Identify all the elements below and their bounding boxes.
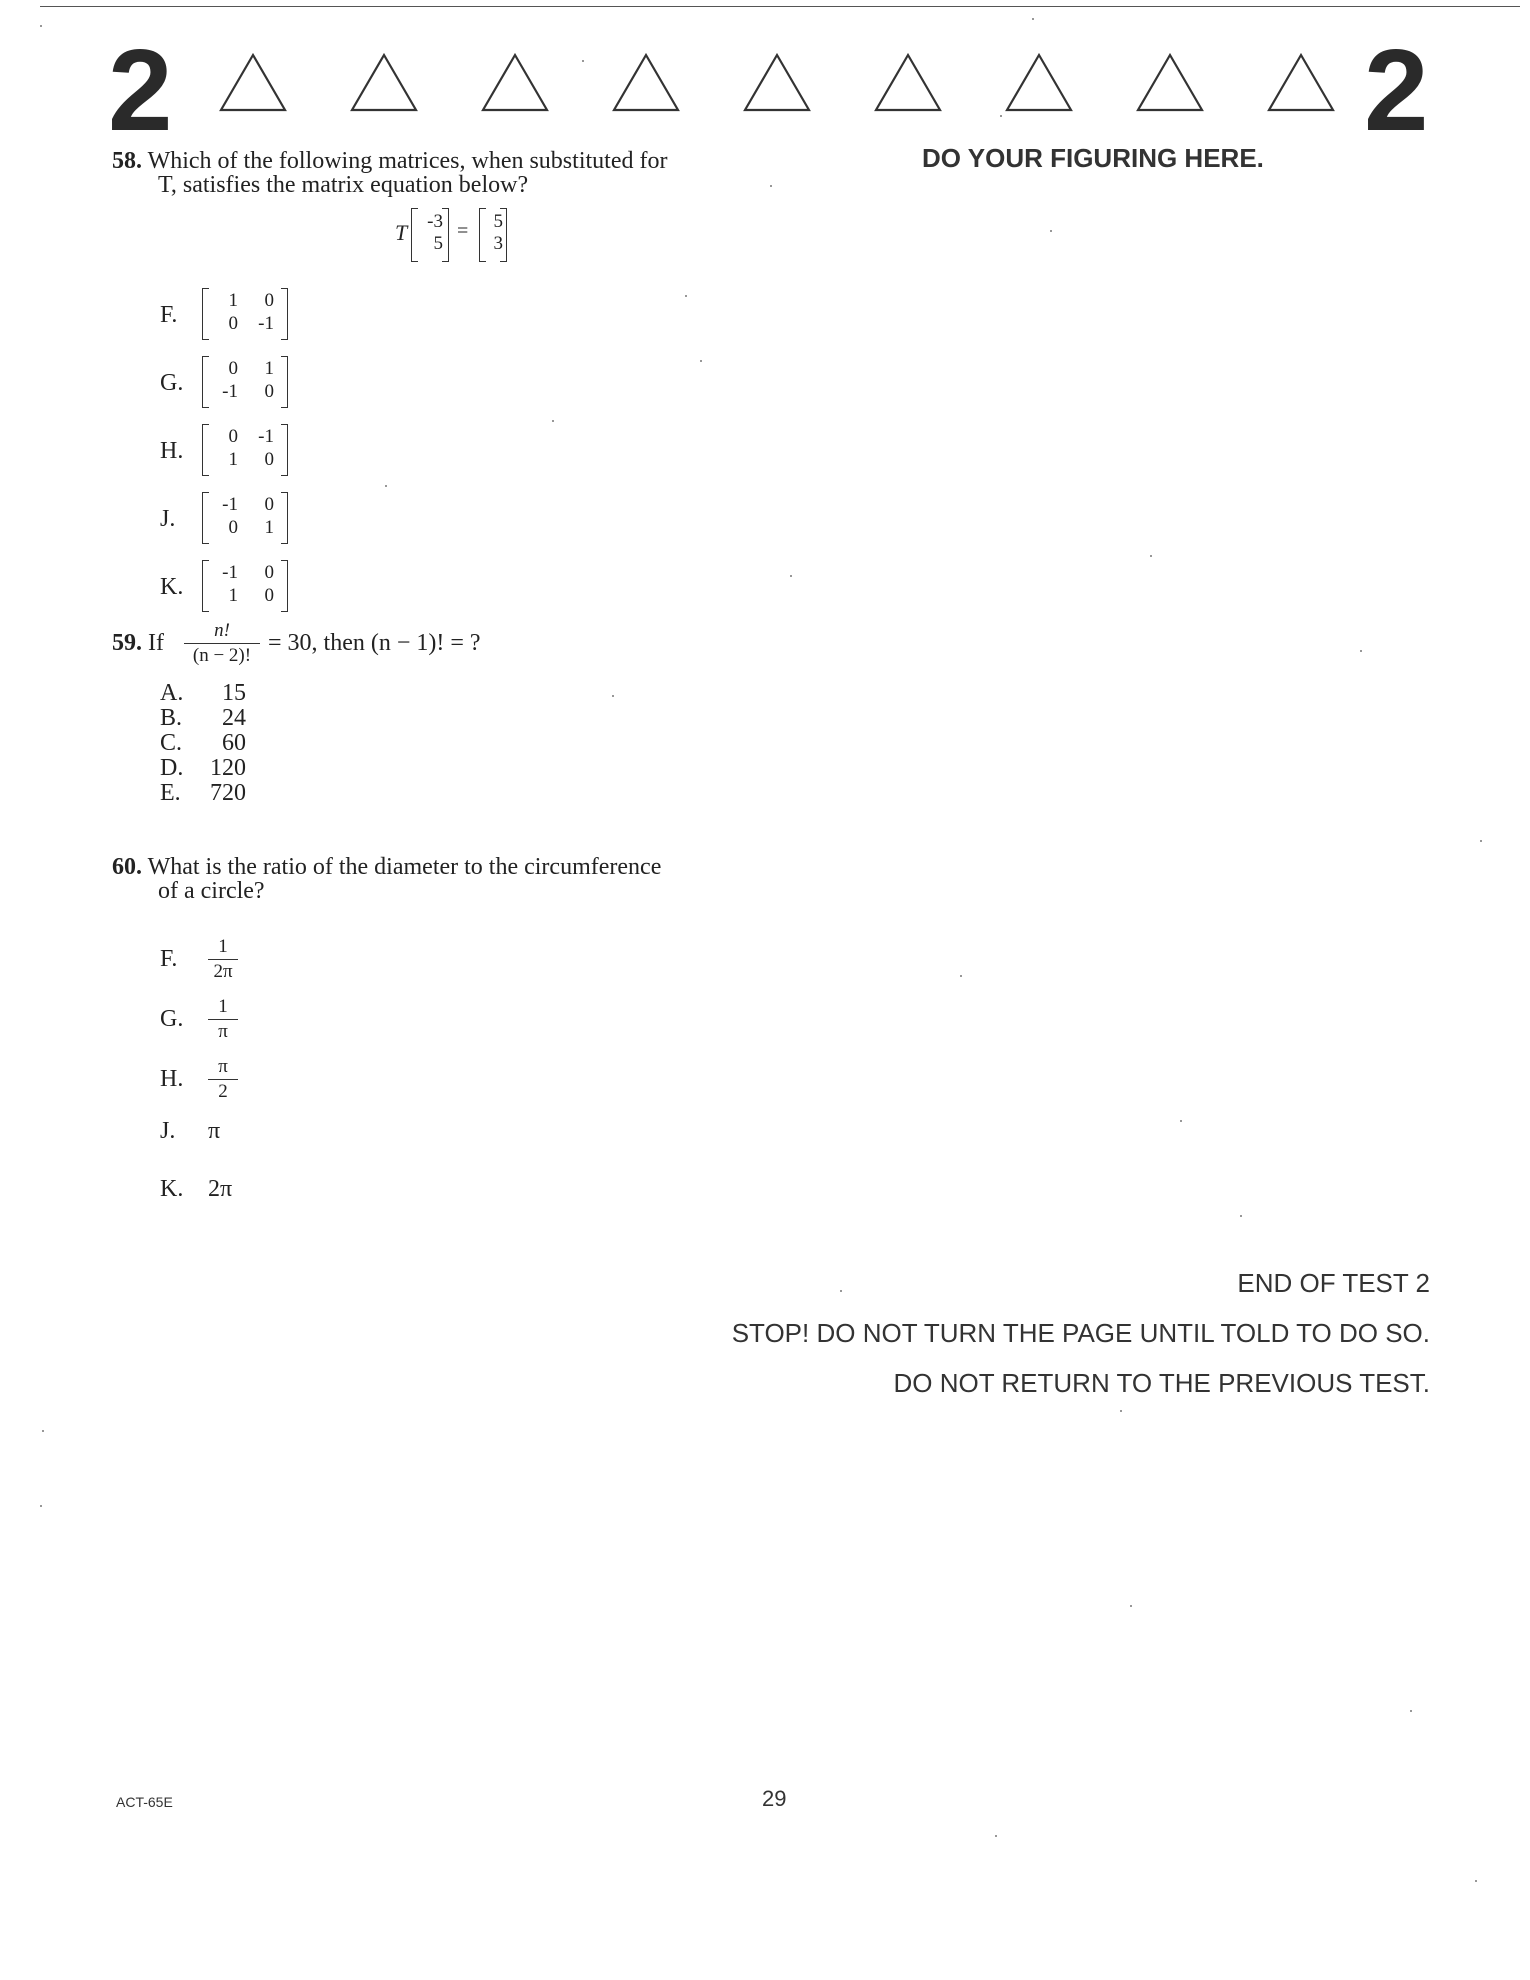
q60-number: 60. bbox=[112, 854, 142, 880]
scan-speck bbox=[40, 25, 42, 27]
q58-matrix-cell: 0 bbox=[264, 449, 274, 470]
header-triangle-icon bbox=[349, 52, 419, 114]
page-number: 29 bbox=[762, 1786, 787, 1811]
scan-speck bbox=[552, 420, 554, 422]
header-triangle-icon bbox=[611, 52, 681, 114]
header-triangle-icon bbox=[1135, 52, 1205, 114]
q58-matrix-cell: 0 bbox=[228, 358, 238, 379]
q58-matrix-cell: 0 bbox=[264, 381, 274, 402]
q58-eq-var: T bbox=[395, 220, 408, 245]
q60-option-letter: K. bbox=[160, 1176, 184, 1202]
q58-matrix-cell: 0 bbox=[264, 494, 274, 515]
q60-frac-num: π bbox=[218, 1056, 228, 1077]
q58-matrix-cell: 0 bbox=[264, 290, 274, 311]
footer-code: ACT-65E bbox=[116, 1794, 173, 1810]
q58-eq-left-bottom: 5 bbox=[433, 233, 443, 254]
q58-line1 bbox=[112, 148, 667, 174]
q58-matrix-cell: 1 bbox=[264, 517, 274, 538]
q58-matrix-cell: 0 bbox=[228, 313, 238, 334]
q59-option-value: 720 bbox=[210, 780, 246, 806]
q60-option-fraction bbox=[208, 1056, 238, 1103]
q58-option-matrix bbox=[202, 492, 288, 542]
q58-eq-left-top: -3 bbox=[427, 211, 443, 232]
scan-speck bbox=[1120, 1410, 1122, 1412]
q60-option-letter: F. bbox=[160, 946, 178, 972]
q59-option-letter: B. bbox=[160, 705, 183, 731]
q59-frac-num: n! bbox=[214, 620, 230, 641]
scan-speck bbox=[1032, 18, 1034, 20]
scan-speck bbox=[582, 60, 584, 62]
q60-line1 bbox=[112, 854, 661, 880]
scan-speck bbox=[42, 1430, 44, 1432]
q60-option-letter: G. bbox=[160, 1006, 184, 1032]
q58-option-letter: K. bbox=[160, 574, 184, 600]
q58-eq-equals: = bbox=[457, 220, 469, 242]
q59-if: If bbox=[148, 630, 164, 656]
scan-speck bbox=[1050, 230, 1052, 232]
q59-option-value: 60 bbox=[222, 730, 246, 756]
q58-matrix-cell: 1 bbox=[228, 290, 238, 311]
scan-speck bbox=[995, 1835, 997, 1837]
q59-option-value: 15 bbox=[222, 680, 246, 706]
q60-option-fraction bbox=[208, 936, 238, 983]
end-line-1: END OF TEST 2 bbox=[1237, 1268, 1430, 1298]
q60-text-1: What is the ratio of the diameter to the circumference bbox=[147, 854, 662, 880]
scan-speck bbox=[770, 185, 772, 187]
q58-matrix-cell: -1 bbox=[258, 426, 274, 447]
q59-rest: = 30, then (n − 1)! = ? bbox=[268, 630, 481, 656]
q58-eq-right-vector bbox=[479, 208, 507, 260]
q58-matrix-cell: -1 bbox=[222, 381, 238, 402]
end-line-3: DO NOT RETURN TO THE PREVIOUS TEST. bbox=[893, 1368, 1430, 1398]
q59-line bbox=[112, 630, 164, 656]
q60-frac-den: 2π bbox=[213, 961, 233, 983]
q60-option-fraction bbox=[208, 996, 238, 1043]
scan-speck bbox=[685, 295, 687, 297]
figuring-label: DO YOUR FIGURING HERE. bbox=[922, 143, 1264, 173]
scan-speck bbox=[1000, 115, 1002, 117]
scan-speck bbox=[840, 1290, 842, 1292]
header-triangle-icon bbox=[742, 52, 812, 114]
q59-option-letter: C. bbox=[160, 730, 183, 756]
q58-option-matrix bbox=[202, 424, 288, 474]
q58-equation bbox=[395, 208, 525, 260]
q59-frac-den: (n − 2)! bbox=[192, 645, 252, 667]
scan-speck bbox=[1475, 1880, 1477, 1882]
q60-option-value: 2π bbox=[208, 1176, 233, 1202]
q58-matrix-cell: 1 bbox=[228, 585, 238, 606]
scan-speck bbox=[1480, 840, 1482, 842]
scan-speck bbox=[1240, 1215, 1242, 1217]
q59-option-letter: D. bbox=[160, 755, 184, 781]
q60-text-2: of a circle? bbox=[158, 878, 265, 904]
q59-option-value: 24 bbox=[222, 705, 246, 731]
q58-eq-left-vector bbox=[411, 208, 449, 260]
header-triangle-icon bbox=[873, 52, 943, 114]
header-triangle-icon bbox=[218, 52, 288, 114]
q59-number: 59. bbox=[112, 630, 142, 656]
section-number-left: 2 bbox=[108, 25, 173, 155]
q58-option-letter: F. bbox=[160, 302, 178, 328]
q60-option-letter: H. bbox=[160, 1066, 184, 1092]
q58-option-letter: H. bbox=[160, 438, 184, 464]
q58-number: 58. bbox=[112, 148, 142, 174]
q58-eq-right-top: 5 bbox=[493, 211, 503, 232]
q60-frac-den: π bbox=[218, 1021, 228, 1043]
section-number-right: 2 bbox=[1364, 25, 1429, 155]
q59-fraction bbox=[184, 620, 260, 667]
scan-speck bbox=[385, 485, 387, 487]
q58-text-2: T, satisfies the matrix equation below? bbox=[158, 172, 529, 198]
q58-option-letter: J. bbox=[160, 506, 176, 532]
q58-matrix-cell: 1 bbox=[264, 358, 274, 379]
scan-speck bbox=[1360, 650, 1362, 652]
q60-option-value: π bbox=[208, 1118, 221, 1144]
q58-matrix-cell: 0 bbox=[264, 585, 274, 606]
header-triangle-icon bbox=[1004, 52, 1074, 114]
scan-speck bbox=[960, 975, 962, 977]
q60-frac-den: 2 bbox=[218, 1081, 228, 1103]
q59-option-letter: E. bbox=[160, 780, 181, 806]
scan-speck bbox=[1150, 555, 1152, 557]
q59-option-value: 120 bbox=[210, 755, 246, 781]
q58-matrix-cell: 0 bbox=[228, 426, 238, 447]
scan-speck bbox=[1130, 1605, 1132, 1607]
q58-option-matrix bbox=[202, 356, 288, 406]
q58-matrix-cell: -1 bbox=[222, 562, 238, 583]
q58-matrix-cell: 0 bbox=[264, 562, 274, 583]
q60-option-letter: J. bbox=[160, 1118, 176, 1144]
scan-speck bbox=[1410, 1710, 1412, 1712]
q58-matrix-cell: -1 bbox=[258, 313, 274, 334]
scan-speck bbox=[612, 695, 614, 697]
q60-frac-num: 1 bbox=[218, 996, 228, 1017]
q59-option-letter: A. bbox=[160, 680, 184, 706]
q58-option-letter: G. bbox=[160, 370, 184, 396]
header-triangle-icon bbox=[1266, 52, 1336, 114]
scan-speck bbox=[700, 360, 702, 362]
q58-matrix-cell: 1 bbox=[228, 449, 238, 470]
scan-speck bbox=[40, 1505, 42, 1507]
q60-frac-num: 1 bbox=[218, 936, 228, 957]
q58-option-matrix bbox=[202, 560, 288, 610]
end-line-2: STOP! DO NOT TURN THE PAGE UNTIL TOLD TO DO SO. bbox=[731, 1318, 1430, 1348]
q58-option-matrix bbox=[202, 288, 288, 338]
scan-speck bbox=[790, 575, 792, 577]
header-triangle-icon bbox=[480, 52, 550, 114]
q58-eq-right-bottom: 3 bbox=[493, 233, 503, 254]
scan-speck bbox=[1180, 1120, 1182, 1122]
q58-matrix-cell: 0 bbox=[228, 517, 238, 538]
q58-matrix-cell: -1 bbox=[222, 494, 238, 515]
top-rule bbox=[40, 6, 1520, 7]
q58-text-1: Which of the following matrices, when substituted for bbox=[147, 148, 668, 174]
